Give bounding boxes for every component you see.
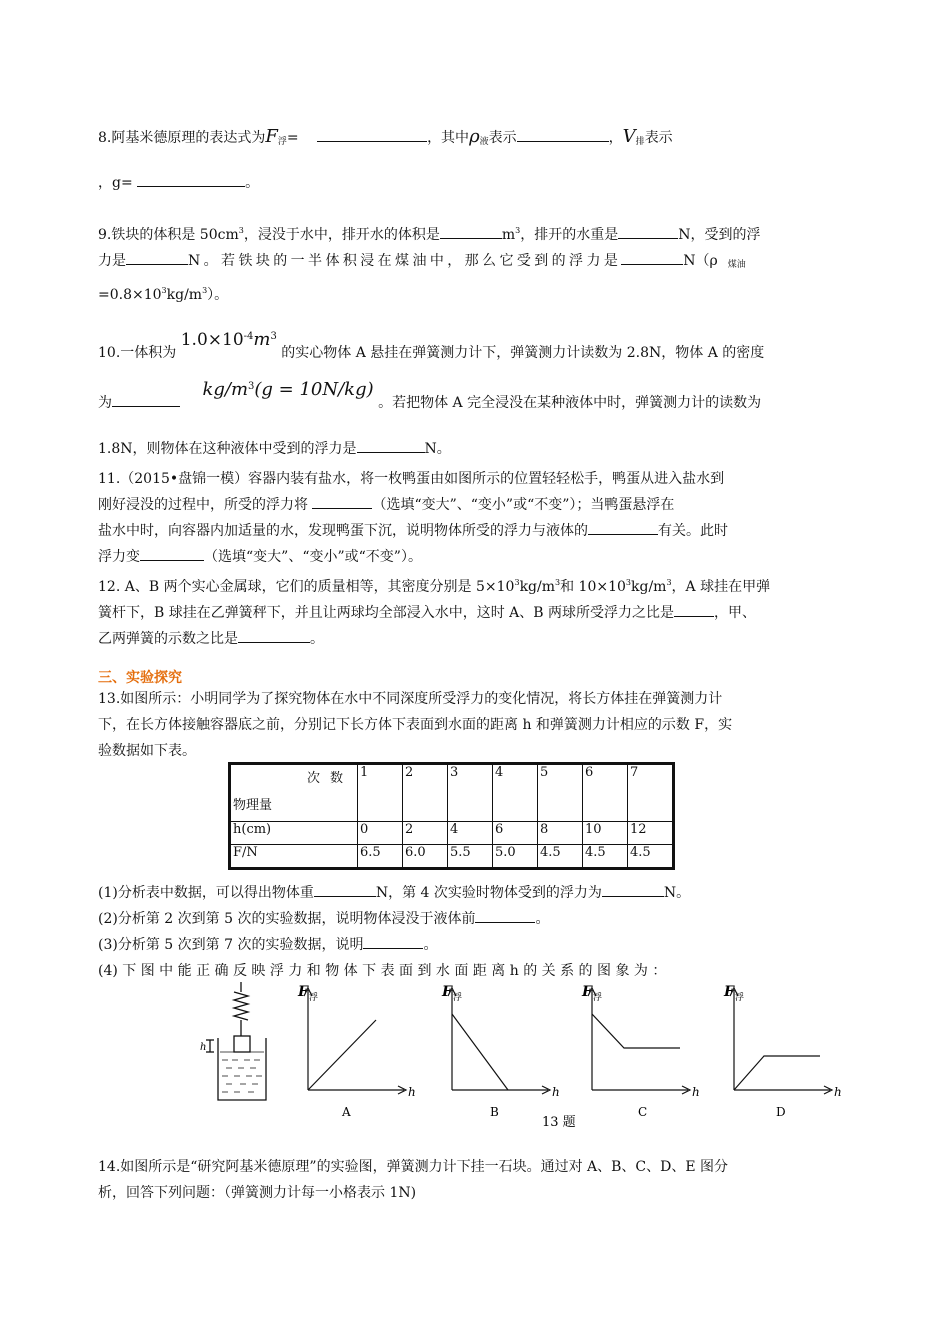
question-11: 11.（2015•盘锦一模）容器内装有盐水，将一枚鸭蛋由如图所示的位置轻轻松手，鸭蛋从进入盐水到 刚好浸没的过程中，所受的浮力将 （选填“变大”、“变小”或“不变”）；当鸭蛋悬浮在 盐水中时，向容器内加适量的水，发现鸭蛋下沉，说明物体所受的浮力与液体的 有关。此时 浮力变 （选填“变大”、“变小”或“不变”）。 [98,471,728,565]
graph-d [730,988,832,1094]
table-cell: 2 [403,822,448,845]
trial-cell: 4 [493,764,538,822]
table-cell: 8 [538,822,583,845]
question-13: 13.如图所示：小明同学为了探究物体在水中不同深度所受浮力的变化情况，将长方体挂在弹簧测力计 下，在长方体接触容器底之前，分别记下长方体下表面到水面的距离 h 和弹簧测力计相应的示数 F，实 验数据如下表。 [98,691,733,759]
graph-b-y-label: F [442,984,452,1000]
answer-blank[interactable] [475,908,535,923]
graph-b-y-sub: 浮 [453,993,463,1003]
section-heading: 三、实验探究 [98,670,182,686]
figure-caption: 13 题 [542,1115,576,1130]
graph-a-y-sub: 浮 [309,993,319,1003]
graph-c-letter: C [638,1105,648,1119]
graph-a [304,988,406,1094]
graph-b [448,988,550,1094]
graph-c-y-sub: 浮 [593,993,603,1003]
symbol-f: F [265,126,278,147]
question-12: 12. A、B 两个实心金属球，它们的质量相等，其密度分别是 $5\times 10^3kg/m^3$和 $10\times 10^3kg/m^3$，A 球挂在甲弹 簧杆下，B 球挂在乙弹簧秤下，并且让两球均全部浸入水中，这时 A、B 两球所受浮力之比是 ，甲、 乙两弹簧的示数之比是 。 [98,578,771,647]
graph-c-y-label: F [582,984,592,1000]
graph-d-y-sub: 浮 [735,993,745,1003]
answer-blank[interactable] [137,172,245,187]
trial-cell: 5 [538,764,583,822]
trial-cell: 7 [628,764,674,822]
question-10: 10.一体积为 $1.0\times 10^{-4}m^3$ 的实心物体 A 悬挂在弹簧测力计下，弹簧测力计读数为 2.8N，物体 A 的密度 为 $kg/m^3(g = 10N/kg)$ 。若把物体 A 完全浸没在某种液体中时，弹簧测力计的读数为 1.8N，则物体在这种液体中受到的浮力是 N。 [98,329,765,457]
graph-b-letter: B [490,1105,499,1119]
question-9: 9.铁块的体积是 $50cm^3$，浸没于水中，排开水的体积是 $m^3$，排开的水重是 N，受到的浮 力是 N。若铁块的一半体积浸在煤油中，那么它受到的浮力是 N（ρ $_{煤油}$ $=0.8\times 10^3kg/m^3$）。 [98,226,761,303]
trial-cell: 6 [583,764,628,822]
answer-blank[interactable] [357,438,425,453]
table-cell: 4.5 [538,845,583,869]
answer-blank[interactable] [126,250,188,265]
question-14: 14.如图所示是“研究阿基米德原理”的实验图，弹簧测力计下挂一石块。通过对 A、B、C、D、E 图分 析，回答下列问题：（弹簧测力计每一小格表示 1N) [98,1159,729,1201]
table-row [230,764,674,822]
question-8: 8.阿基米德原理的表达式为$F_浮=$ ，其中$\rho_液$表示 ，$V_排$表示 [98,126,673,147]
answer-blank[interactable] [112,392,180,407]
answer-blank[interactable] [314,882,376,897]
figure-13 [196,980,856,1130]
answer-blank[interactable] [517,127,609,142]
graph-d-letter: D [776,1105,786,1119]
table-cell: 5.0 [493,845,538,869]
row-label: F/N [230,845,358,869]
table-cell: 4 [448,822,493,845]
answer-blank[interactable] [238,628,310,643]
symbol-v: V [622,126,636,147]
graph-d-x-label: h [834,1085,842,1099]
graph-a-letter: A [342,1105,351,1119]
table-row [230,822,674,845]
table-cell: 5.5 [448,845,493,869]
answer-blank[interactable] [363,934,423,949]
row-label: h(cm) [230,822,358,845]
trial-cell: 3 [448,764,493,822]
answer-blank[interactable] [618,224,678,239]
trial-cell: 2 [403,764,448,822]
graph-a-x-label: h [408,1085,416,1099]
question-8-line2: ，g= 。 [98,170,858,196]
header-cell: 次数 物理量 [230,764,358,822]
answer-blank[interactable] [588,520,658,535]
table-cell: 0 [358,822,403,845]
spring-balance-apparatus [206,982,266,1100]
table-cell: 6.0 [403,845,448,869]
table-row [230,845,674,869]
volume-expression: $1.0\times 10^{-4}m^3$ [180,329,277,350]
table-cell: 10 [583,822,628,845]
answer-blank[interactable] [621,250,683,265]
density-unit: $kg/m^3(g = 10N/kg)$ [202,379,374,400]
trial-cell: 1 [358,764,403,822]
apparatus-h-label: h [200,1042,207,1053]
graph-d-y-label: F [724,984,734,1000]
table-cell: 6.5 [358,845,403,869]
symbol-rho: ρ [469,126,480,147]
data-table [228,762,675,870]
answer-blank[interactable] [317,127,427,142]
answer-blank[interactable] [140,546,204,561]
answer-blank[interactable] [440,224,502,239]
graph-a-y-label: F [298,984,308,1000]
table-cell: 4.5 [628,845,674,869]
graph-c [588,988,690,1094]
answer-blank[interactable] [312,494,372,509]
answer-blank[interactable] [602,882,664,897]
table-cell: 12 [628,822,674,845]
answer-blank[interactable] [674,602,714,617]
graph-c-x-label: h [692,1085,700,1099]
table-cell: 4.5 [583,845,628,869]
graph-b-x-label: h [552,1085,560,1099]
question-13-subquestions: (1)分析表中数据，可以得出物体重 N，第 4 次实验时物体受到的浮力为 N。 (2)分析第 2 次到第 5 次的实验数据，说明物体浸没于液体前 。 (3)分析第 5 次到第 7 次的实验数据，说明 。 (4) 下 图 中 能 正 确 反 映 浮 力 和 物 体 下 表 面 到 水 面 距 离 h 的 关 系 的 图 象 为 ： [98,880,858,984]
table-cell: 6 [493,822,538,845]
